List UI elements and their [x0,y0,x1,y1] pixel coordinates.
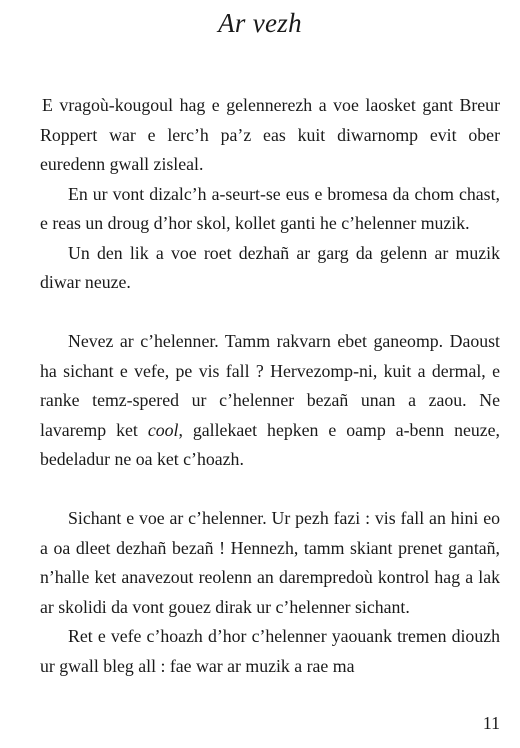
paragraph: Ret e vefe c’hoazh d’hor c’helenner yaouank tremen diouzh ur gwall bleg all : fae war ar muzik a rae ma [40,626,500,676]
paragraph-text: , gallekaet hepken e oamp a-benn neuze, bedeladur ne oa ket c’hoazh. [40,419,501,469]
paragraph: En ur vont dizalc’h a-seurt-se eus e bromesa da chom chast, e reas un droug d’hor skol, kollet ganti he c’helenner muzik. [40,183,500,233]
paragraph [40,327,500,475]
page-number: 11 [482,713,500,733]
paragraph: Sichant e voe ar c’helenner. Ur pezh fazi : vis fall an hini eo a oa dleet dezhañ bezañ ! Hennezh, tamm skiant prenet gantañ, n’halle ket anavezout reolenn an darempredoù kontrol hag a lak ar skolidi da vont gouez dirak ur c’helenner sichant. [40,508,500,617]
body-text [40,91,500,681]
paragraph: Un den lik a voe roet dezhañ ar garg da gelenn ar muzik diwar neuze. [40,242,500,292]
paragraph-text: Nevez ar c’helenner. Tamm rakvarn ebet ganeomp. Daoust ha sichant e vefe, pe vis fall ? Hervezomp-ni, kuit a dermal, e ranke temz-spered ur c’helenner bezañ unan a zaou. Ne lavaremp ket [40,331,500,440]
paragraph: E vragoù-kougoul hag e gelennerezh a voe laosket gant Breur Roppert war e lerc’h pa’z eas kuit diwarnomp evit ober euredenn gwall zisleal. [40,95,500,174]
emphasized-word: cool [147,419,179,440]
chapter-title: Ar vezh [218,8,302,38]
